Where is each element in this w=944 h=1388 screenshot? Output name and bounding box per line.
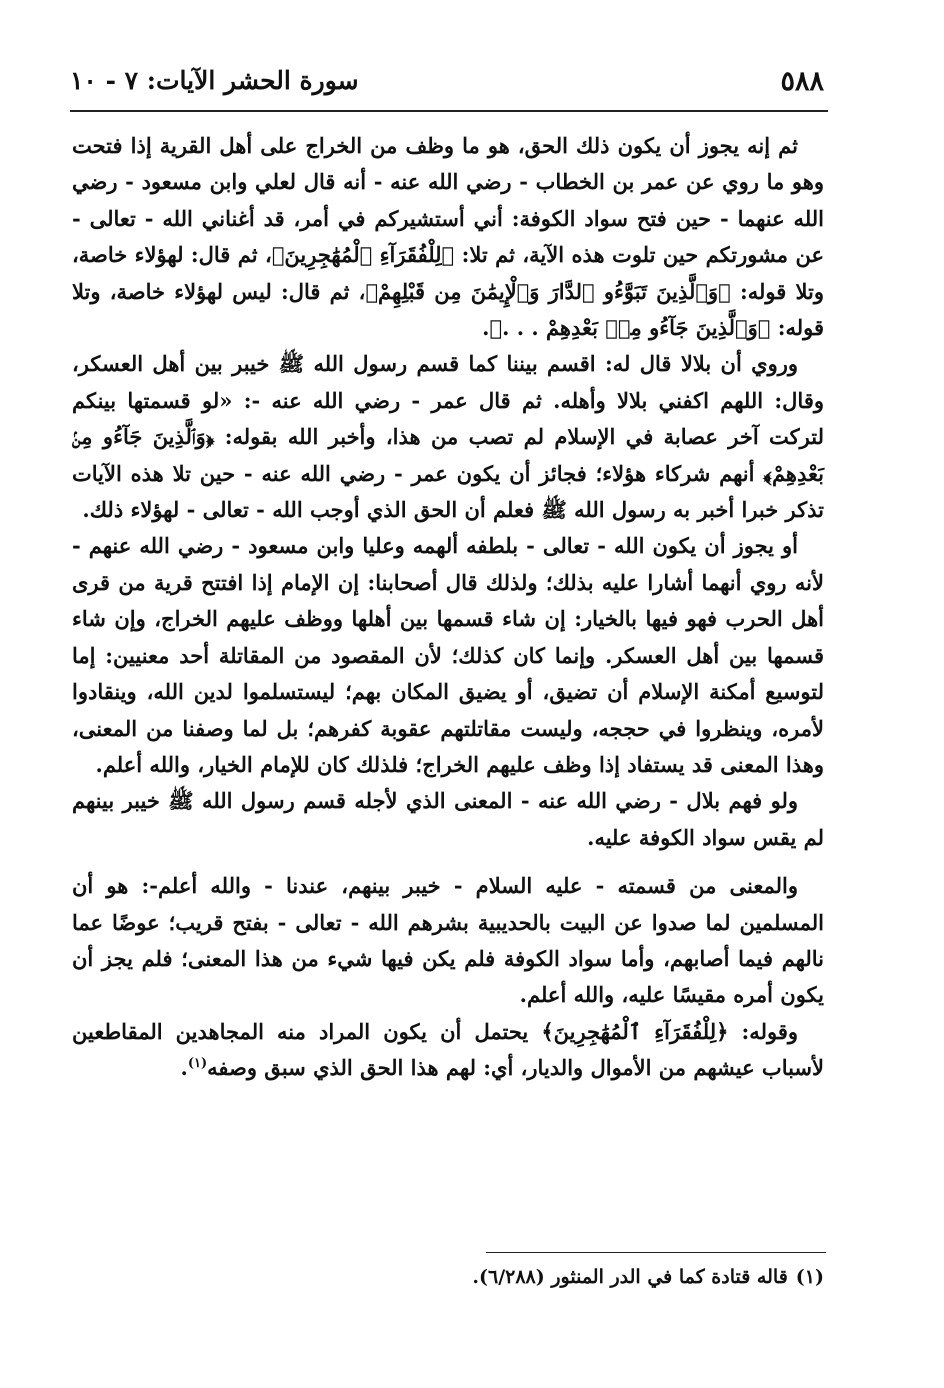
footnote-reference: (١) <box>187 1056 208 1072</box>
paragraph: ثم إنه يجوز أن يكون ذلك الحق، هو ما وظف من الخراج على أهل القرية إذا فتحت وهو ما روي عن عمر بن الخطاب - رضي الله عنه - أنه قال لعلي وابن مسعود - رضي الله عنهما - حين فتح سواد الكوفة: أني أستشيركم في أمر، قد أغناني الله - تعالى - عن مشورتكم حين تلوت هذه الآية، ثم تلا: ﴿لِلْفُقَرَآءِ ٱلْمُهَٰجِرِينَ﴾، ثم قال: لهؤلاء خاصة، وتلا قوله: ﴿وَٱلَّذِينَ تَبَوَّءُو ٱلدَّارَ وَٱلْإِيمَٰنَ مِن قَبْلِهِمْ﴾، ثم قال: ليس لهؤلاء خاصة، وتلا قوله: ﴿وَٱلَّذِينَ جَآءُو مِنۢ بَعْدِهِمْ . . .﴾. <box>72 133 824 341</box>
paragraph-last <box>72 1014 824 1087</box>
paragraph: ولو فهم بلال - رضي الله عنه - المعنى الذي لأجله قسم رسول الله ﷺ خيبر بينهم لم يقس سواد الكوفة عليه. <box>72 788 824 850</box>
footnote-mark: (١) <box>795 1266 824 1288</box>
paragraph: وروي أن بلالا قال له: اقسم بيننا كما قسم رسول الله ﷺ خيبر بين أهل العسكر، وقال: اللهم اكفني بلالا وأهله. ثم قال عمر - رضي الله عنه -: «لو قسمتها بينكم لتركت آخر عصابة في الإسلام لم تصب من هذا، وأخبر الله بقوله: ﴿وَٱلَّذِينَ جَآءُو مِنۢ بَعْدِهِمْ﴾ أنهم شركاء هؤلاء؛ فجائز أن يكون عمر - رضي الله عنه - حين تلا هذه الآيات تذكر خبرا أخبر به رسول الله ﷺ فعلم أن الحق الذي أوجب الله - تعالى - لهؤلاء ذلك. <box>72 351 824 523</box>
footnote <box>72 1266 824 1288</box>
main-text <box>72 128 824 1087</box>
running-title: سورة الحشر الآيات: ٧ - ١٠ <box>70 66 359 95</box>
page-number: ٥٨٨ <box>780 66 824 97</box>
footnote-text: قاله قتادة كما في الدر المنثور (٦/٢٨٨). <box>472 1266 788 1288</box>
paragraph: أو يجوز أن يكون الله - تعالى - بلطفه ألهمه وعليا وابن مسعود - رضي الله عنهم - لأنه روي أنهما أشارا عليه بذلك؛ ولذلك قال أصحابنا: إن الإمام إذا افتتح قرية من قرى أهل الحرب فهو فيها بالخيار: إن شاء قسمها بين أهلها ووظف عليهم الخراج، وإن شاء قسمها بين أهل العسكر. وإنما كان كذلك؛ لأن المقصود من المقاتلة أحد معنيين: إما لتوسيع أمكنة الإسلام أن تضيق، أو يضيق المكان بهم؛ ليستسلموا لدين الله، وينقادوا لأمره، وينظروا في حججه، وليست مقاتلتهم عقوبة كفرهم؛ بل لما وصفنا من المعنى، وهذا المعنى قد يستفاد إذا وظف عليهم الخراج؛ فلذلك كان للإمام الخيار، والله أعلم. <box>72 533 824 777</box>
page-header <box>70 66 824 106</box>
header-rule <box>70 110 828 112</box>
paragraph-end: . <box>180 1055 188 1081</box>
paragraph-text: وقوله: ﴿لِلْفُقَرَآءِ ٱلْمُهَٰجِرِينَ﴾ يحتمل أن يكون المراد منه المجاهدين المقاطعين لأسباب عيشهم من الأموال والديار، أي: لهم هذا الحق الذي سبق وصفه <box>72 1018 824 1081</box>
footnote-rule <box>486 1252 826 1253</box>
paragraph: والمعنى من قسمته - عليه السلام - خيبر بينهم، عندنا - والله أعلم-: هو أن المسلمين لما صدوا عن البيت بالحديبية بشرهم الله - تعالى - بفتح قريب؛ عوضًا عما نالهم فيما أصابهم، وأما سواد الكوفة فلم يكن فيها شيء من هذا المعنى؛ فلم يجز أن يكون أمره مقيسًا عليه، والله أعلم. <box>72 873 824 1008</box>
